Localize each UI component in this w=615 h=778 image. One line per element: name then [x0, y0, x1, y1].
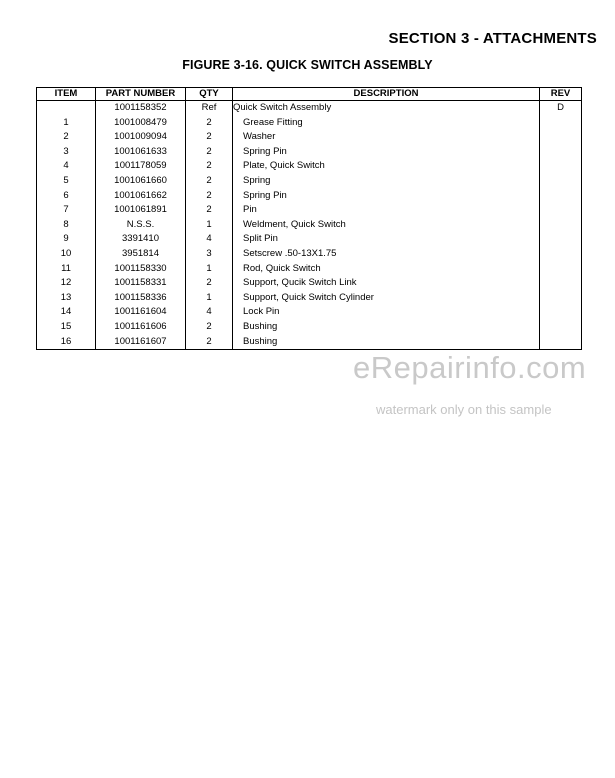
column-header-rev: REV: [540, 88, 582, 101]
table-row: [37, 218, 582, 233]
table-row: [37, 174, 582, 189]
parts-table: [36, 87, 582, 350]
description-cell: Plate, Quick Switch: [233, 159, 540, 174]
part-number-cell: 1001008479: [96, 116, 186, 131]
qty-cell: 1: [186, 218, 233, 233]
rev-cell: [540, 159, 582, 174]
column-header-qty: QTY: [186, 88, 233, 101]
rev-cell: [540, 262, 582, 277]
rev-cell: [540, 145, 582, 160]
column-header-part-number: PART NUMBER: [96, 88, 186, 101]
rev-cell: [540, 276, 582, 291]
description-cell: Support, Quick Switch Cylinder: [233, 291, 540, 306]
table-row: [37, 262, 582, 277]
parts-table-body: [37, 101, 582, 350]
qty-cell: 2: [186, 116, 233, 131]
item-cell: 14: [37, 305, 96, 320]
item-cell: 16: [37, 335, 96, 350]
rev-cell: [540, 320, 582, 335]
item-cell: 5: [37, 174, 96, 189]
description-cell: Spring: [233, 174, 540, 189]
rev-cell: [540, 232, 582, 247]
qty-cell: 2: [186, 145, 233, 160]
figure-title: FIGURE 3-16. QUICK SWITCH ASSEMBLY: [182, 58, 433, 72]
item-cell: [37, 101, 96, 116]
part-number-cell: 1001161607: [96, 335, 186, 350]
table-row: [37, 116, 582, 131]
description-cell: Split Pin: [233, 232, 540, 247]
description-cell: Bushing: [233, 335, 540, 350]
description-cell: Washer: [233, 130, 540, 145]
item-cell: 12: [37, 276, 96, 291]
part-number-cell: 1001009094: [96, 130, 186, 145]
item-cell: 7: [37, 203, 96, 218]
qty-cell: 1: [186, 291, 233, 306]
qty-cell: Ref: [186, 101, 233, 116]
watermark-text: eRepairinfo.com: [353, 350, 587, 385]
part-number-cell: 1001061633: [96, 145, 186, 160]
description-cell: Lock Pin: [233, 305, 540, 320]
part-number-cell: 1001161606: [96, 320, 186, 335]
table-row: [37, 276, 582, 291]
table-row: [37, 203, 582, 218]
qty-cell: 2: [186, 335, 233, 350]
qty-cell: 2: [186, 189, 233, 204]
item-cell: 11: [37, 262, 96, 277]
qty-cell: 2: [186, 320, 233, 335]
qty-cell: 1: [186, 262, 233, 277]
rev-cell: [540, 218, 582, 233]
table-row: [37, 189, 582, 204]
rev-cell: [540, 203, 582, 218]
description-cell: Spring Pin: [233, 189, 540, 204]
column-header-item: ITEM: [37, 88, 96, 101]
part-number-cell: 1001161604: [96, 305, 186, 320]
description-cell: Bushing: [233, 320, 540, 335]
qty-cell: 4: [186, 232, 233, 247]
item-cell: 6: [37, 189, 96, 204]
description-cell: Quick Switch Assembly: [233, 101, 540, 116]
rev-cell: [540, 305, 582, 320]
table-row: [37, 320, 582, 335]
table-header-row: [37, 88, 582, 101]
qty-cell: 2: [186, 174, 233, 189]
rev-cell: D: [540, 101, 582, 116]
item-cell: 2: [37, 130, 96, 145]
part-number-cell: 1001178059: [96, 159, 186, 174]
part-number-cell: 3391410: [96, 232, 186, 247]
item-cell: 9: [37, 232, 96, 247]
item-cell: 13: [37, 291, 96, 306]
rev-cell: [540, 247, 582, 262]
description-cell: Setscrew .50-13X1.75: [233, 247, 540, 262]
description-cell: Support, Qucik Switch Link: [233, 276, 540, 291]
rev-cell: [540, 291, 582, 306]
qty-cell: 2: [186, 276, 233, 291]
description-cell: Spring Pin: [233, 145, 540, 160]
table-row: [37, 130, 582, 145]
part-number-cell: 1001158330: [96, 262, 186, 277]
column-header-description: DESCRIPTION: [233, 88, 540, 101]
qty-cell: 3: [186, 247, 233, 262]
qty-cell: 2: [186, 203, 233, 218]
item-cell: 10: [37, 247, 96, 262]
part-number-cell: 1001061891: [96, 203, 186, 218]
table-row: [37, 232, 582, 247]
qty-cell: 2: [186, 159, 233, 174]
table-row: [37, 335, 582, 350]
description-cell: Rod, Quick Switch: [233, 262, 540, 277]
item-cell: 1: [37, 116, 96, 131]
watermark-subtext: watermark only on this sample: [376, 402, 552, 417]
part-number-cell: 3951814: [96, 247, 186, 262]
section-header: SECTION 3 - ATTACHMENTS: [388, 30, 597, 47]
part-number-cell: 1001158336: [96, 291, 186, 306]
item-cell: 15: [37, 320, 96, 335]
description-cell: Pin: [233, 203, 540, 218]
item-cell: 4: [37, 159, 96, 174]
table-row: [37, 145, 582, 160]
table-row: [37, 305, 582, 320]
table-row: [37, 291, 582, 306]
description-cell: Grease Fitting: [233, 116, 540, 131]
table-row: [37, 247, 582, 262]
rev-cell: [540, 174, 582, 189]
description-cell: Weldment, Quick Switch: [233, 218, 540, 233]
table-row: [37, 101, 582, 116]
part-number-cell: 1001158352: [96, 101, 186, 116]
part-number-cell: N.S.S.: [96, 218, 186, 233]
qty-cell: 4: [186, 305, 233, 320]
part-number-cell: 1001061660: [96, 174, 186, 189]
rev-cell: [540, 116, 582, 131]
part-number-cell: 1001061662: [96, 189, 186, 204]
rev-cell: [540, 130, 582, 145]
rev-cell: [540, 189, 582, 204]
item-cell: 3: [37, 145, 96, 160]
part-number-cell: 1001158331: [96, 276, 186, 291]
table-row: [37, 159, 582, 174]
qty-cell: 2: [186, 130, 233, 145]
item-cell: 8: [37, 218, 96, 233]
rev-cell: [540, 335, 582, 350]
